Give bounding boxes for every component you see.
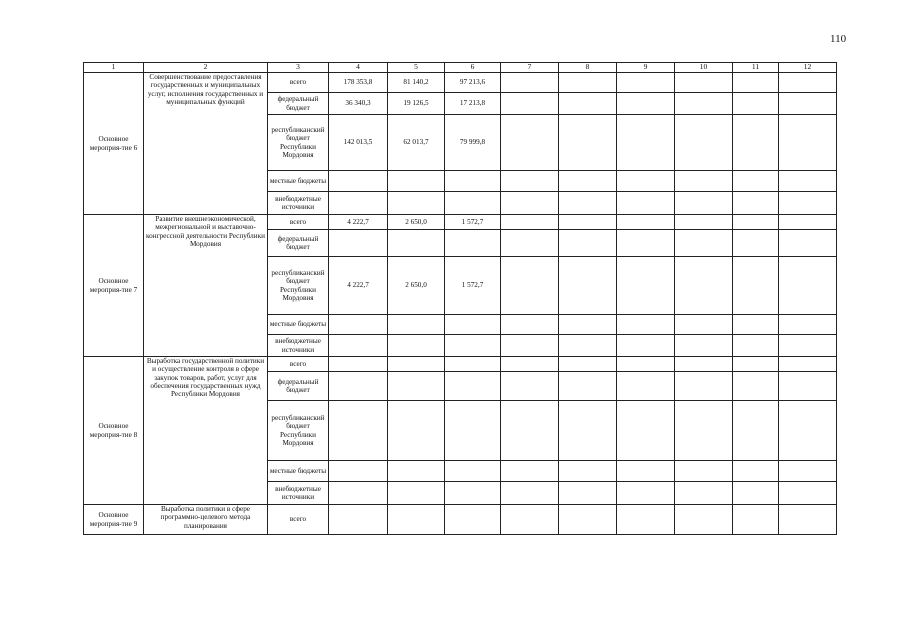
column-header: 1 <box>84 63 144 73</box>
source-cell: местные бюджеты <box>268 461 329 482</box>
budget-table <box>83 62 837 535</box>
value-cell: 4 222,7 <box>329 257 388 315</box>
value-cell: 19 126,5 <box>388 93 445 115</box>
event-description: Выработка государственной политики и осуществление контроля в сфере закупок товаров, работ, услуг для обеспечения государственных нужд Республики Мордовия <box>144 357 268 505</box>
value-cell: 81 140,2 <box>388 73 445 93</box>
column-header: 7 <box>501 63 559 73</box>
source-cell: внебюджетные источники <box>268 482 329 505</box>
event-description: Развитие внешнеэкономической, межрегиональной и выставочно-конгрессной деятельности Республики Мордовия <box>144 215 268 357</box>
column-header: 11 <box>733 63 779 73</box>
value-cell: 62 013,7 <box>388 115 445 171</box>
source-cell: федеральный бюджет <box>268 372 329 401</box>
value-cell: 2 650,0 <box>388 257 445 315</box>
source-cell: всего <box>268 357 329 372</box>
event-cell: Основное мероприя-тие 8 <box>84 357 144 505</box>
source-cell: всего <box>268 215 329 230</box>
source-cell: местные бюджеты <box>268 171 329 192</box>
table-row <box>84 357 837 372</box>
source-cell: республиканский бюджет Республики Мордовия <box>268 401 329 461</box>
event-cell: Основное мероприя-тие 9 <box>84 505 144 535</box>
column-header: 6 <box>445 63 501 73</box>
table-row <box>84 505 837 535</box>
value-cell: 4 222,7 <box>329 215 388 230</box>
event-description: Совершенствование предоставления государственных и муниципальных услуг, исполнения государственных и муниципальных функций <box>144 73 268 215</box>
header-row <box>84 63 837 73</box>
column-header: 5 <box>388 63 445 73</box>
column-header: 10 <box>675 63 733 73</box>
column-header: 2 <box>144 63 268 73</box>
source-cell: внебюджетные источники <box>268 335 329 357</box>
source-cell: федеральный бюджет <box>268 230 329 257</box>
event-cell: Основное мероприя-тие 7 <box>84 215 144 357</box>
event-description: Выработка политики в сфере программно-целевого метода планирования <box>144 505 268 535</box>
column-header: 4 <box>329 63 388 73</box>
column-header: 8 <box>559 63 617 73</box>
event-cell: Основное мероприя-тие 6 <box>84 73 144 215</box>
source-cell: местные бюджеты <box>268 315 329 335</box>
value-cell: 17 213,8 <box>445 93 501 115</box>
value-cell: 178 353,8 <box>329 73 388 93</box>
column-header: 3 <box>268 63 329 73</box>
column-header: 9 <box>617 63 675 73</box>
value-cell: 79 999,8 <box>445 115 501 171</box>
value-cell: 97 213,6 <box>445 73 501 93</box>
source-cell: республиканский бюджет Республики Мордовия <box>268 115 329 171</box>
value-cell: 2 650,0 <box>388 215 445 230</box>
value-cell: 36 340,3 <box>329 93 388 115</box>
source-cell: всего <box>268 73 329 93</box>
column-header: 12 <box>779 63 837 73</box>
source-cell: внебюджетные источники <box>268 192 329 215</box>
source-cell: федеральный бюджет <box>268 93 329 115</box>
source-cell: республиканский бюджет Республики Мордовия <box>268 257 329 315</box>
value-cell: 1 572,7 <box>445 215 501 230</box>
source-cell: всего <box>268 505 329 535</box>
value-cell: 1 572,7 <box>445 257 501 315</box>
table-row <box>84 73 837 93</box>
table-row <box>84 215 837 230</box>
page-number: 110 <box>830 33 847 45</box>
value-cell: 142 013,5 <box>329 115 388 171</box>
